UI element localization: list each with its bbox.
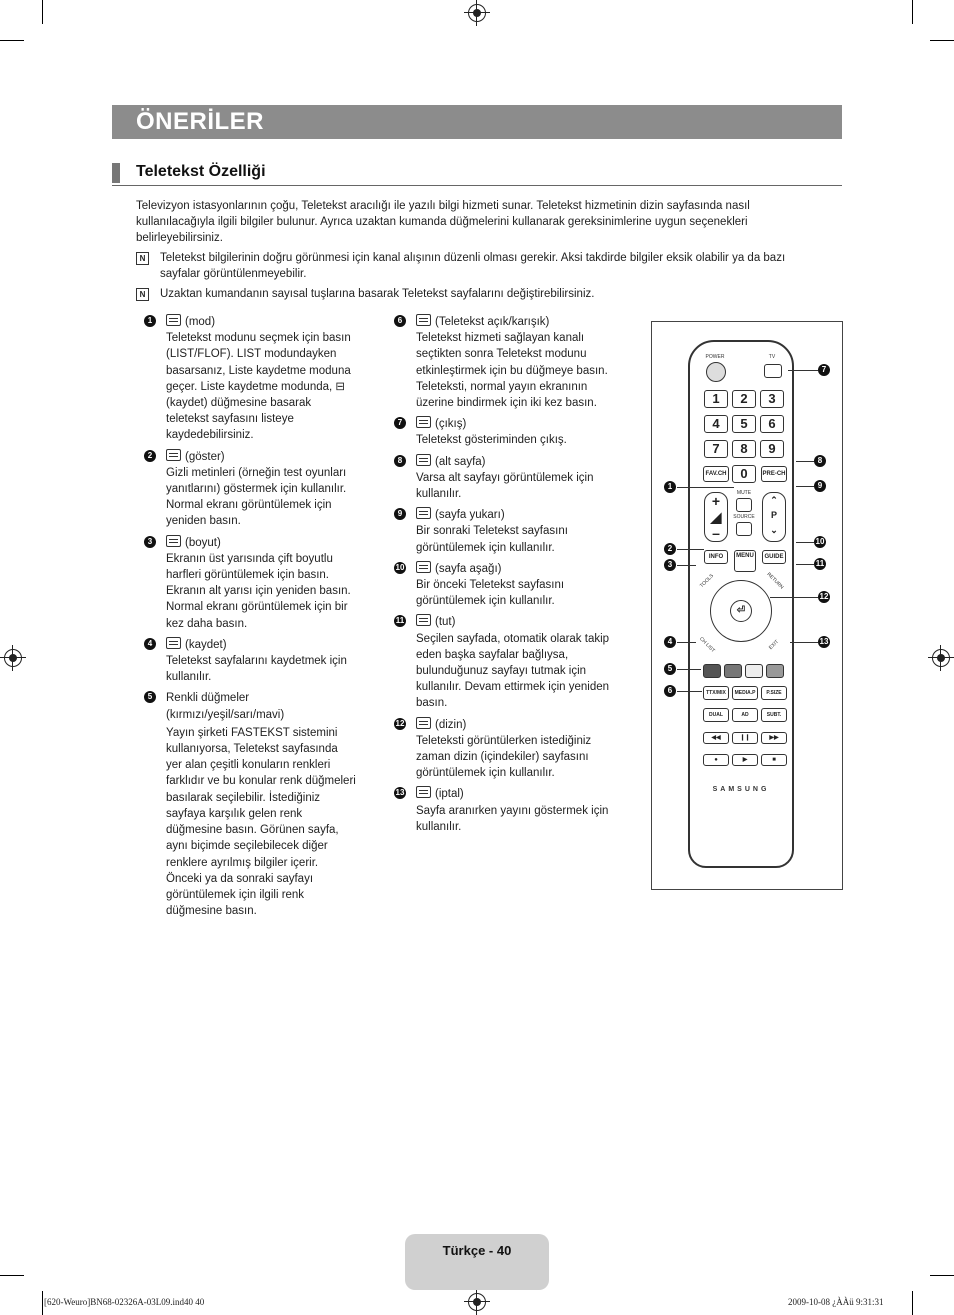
item-body: Sayfa aranırken yayını göstermek için kullanılır. [416,804,609,833]
ad-button: AD [732,708,758,722]
callout-line [796,542,814,543]
item-number: 7 [394,417,406,429]
digit-button: 8 [732,440,756,458]
callout-number: 5 [664,663,676,675]
list-item [394,454,626,503]
item-number: 1 [144,315,156,327]
callout-number: 6 [664,685,676,697]
item-body: Yayın şirketi FASTEKST sistemini kullanıyorsa, Teletekst sayfasında yer alan çeşitli konuların renkleri farklıdır ve bu konular renk düğmeleri basılarak seçilebilir. İstediğiniz sayfaya karşılık gelen renk düğmesine basın. Görünen sayfa, aynı biçimde seçilebilecek diğer renklere ayrılmış bilgiler içerir. Önceki ya da sonraki sayfayı görüntülemek için ilgili renk düğmesine basın. [166,726,356,918]
source-button [736,522,752,536]
crop-mark [0,1275,24,1276]
pre-ch-button: PRE-CH [761,466,787,482]
item-number: 10 [395,562,405,572]
registration-mark-icon [468,4,486,22]
item-body: Teletekst sayfalarını kaydetmek için kullanılır. [166,655,347,684]
list-item [144,637,356,686]
item-number: 3 [144,536,156,548]
list-item [394,314,626,411]
callout-line [788,370,818,371]
callout-line [677,669,701,670]
item-number: 5 [144,691,156,703]
list-item [394,786,626,835]
registration-mark-icon [932,649,950,667]
digit-button: 3 [760,390,784,408]
note-text: Uzaktan kumandanın sayısal tuşlarına basarak Teletekst sayfalarını değiştirebilirsiniz. [160,288,595,300]
mute-button [736,498,752,512]
crop-mark [912,0,913,24]
item-number: 4 [144,638,156,650]
teletext-subpage-icon [416,454,431,466]
item-heading: (tut) [435,616,456,629]
list-item [144,535,356,632]
callout-number: 9 [814,480,826,492]
tv-button [764,364,782,378]
power-label: POWER [705,354,725,360]
digit-button: 4 [704,415,728,433]
ttx-mix-button: TTX/MIX [703,686,729,700]
digit-button: 5 [732,415,756,433]
registration-mark-icon [468,1293,486,1311]
volume-rocker: + ◢ – [704,492,728,542]
digit-button: 2 [732,390,756,408]
exit-label: EXIT [767,638,781,652]
crop-mark [42,0,43,24]
digit-button: 1 [704,390,728,408]
item-body: Teleteksti görüntülerken istediğiniz zaman dizin (içindekiler) sayfasını görüntülemek için kullanılır. [416,734,592,780]
teletext-index-icon [416,717,431,729]
callout-line [677,642,696,643]
info-button: INFO [704,550,728,564]
footer-file-info: [620-Weuro]BN68-02326A-03L09.ind40 40 [44,1297,205,1307]
item-body: Bir önceki Teletekst sayfasını görüntülemek için kullanılır. [416,579,565,608]
ch-list-label: CH LIST [698,636,716,654]
list-item [144,314,356,444]
callout-line [796,486,814,487]
green-button [724,664,742,678]
item-number: 12 [395,718,405,728]
section-marker [112,163,120,183]
channel-rocker: ⌃ P ⌄ [762,492,786,542]
note-icon: N [136,288,149,301]
callout-line [796,564,814,565]
brand-logo: SAMSUNG [712,786,770,793]
right-column [394,314,626,835]
item-heading: (boyut) [185,536,221,549]
item-heading: (göster) [185,450,225,463]
item-number: 11 [395,616,405,626]
stop-button: ■ [761,754,787,766]
media-p-button: MEDIA.P [732,686,758,700]
remote-control-illustration [688,340,794,868]
power-button [706,362,726,382]
crop-mark [930,40,954,41]
callout-number: 4 [664,636,676,648]
tools-label: TOOLS [698,572,716,590]
item-number: 8 [394,455,406,467]
digit-button: 9 [760,440,784,458]
note-2 [136,286,826,302]
list-item [144,690,356,919]
footer-timestamp: 2009-10-08 ¿ÀÀü 9:31:31 [788,1297,884,1307]
callout-number: 13 [819,637,829,646]
p-size-button: P.SIZE [761,686,787,700]
crop-mark [930,1275,954,1276]
item-heading: (Teletekst açık/karışık) [435,316,550,328]
callout-number: 12 [819,592,829,601]
callout-number: 2 [664,543,676,555]
list-item [144,449,356,530]
digit-button: 7 [704,440,728,458]
teletext-page-down-icon [416,561,431,573]
left-column [144,314,356,919]
callout-number: 11 [815,559,825,568]
teletext-size-icon [166,535,181,547]
pause-button: ❙❙ [732,732,758,744]
item-heading: (sayfa yukarı) [435,509,505,522]
callout-number: 7 [818,364,830,376]
mute-label: MUTE [736,490,752,496]
crop-mark [912,1291,913,1315]
item-body: Bir sonraki Teletekst sayfasını görüntülemek için kullanılır. [416,525,568,554]
fav-ch-button: FAV.CH [703,466,729,482]
item-number: 9 [394,508,406,520]
item-heading: (sayfa aşağı) [435,562,502,575]
page-number: Türkçe - 40 [442,1243,512,1258]
item-heading: (iptal) [435,788,464,801]
item-heading: (alt sayfa) [435,455,486,468]
teletext-store-icon [166,637,181,649]
callout-line [770,597,818,598]
list-item [394,561,626,610]
callout-number: 8 [814,455,826,467]
digit-button: 0 [732,465,756,483]
list-item [394,507,626,556]
callout-line [677,487,734,488]
guide-button: GUIDE [762,550,786,564]
callout-number: 3 [664,559,676,571]
item-heading: (mod) [185,316,216,328]
teletext-hold-icon [416,614,431,626]
crop-mark [0,40,24,41]
section-divider [112,185,842,186]
item-number: 2 [144,450,156,462]
note-text: Teletekst bilgilerinin doğru görünmesi için kanal alışının düzenli olması gerekir. Aksi takdirde bilgiler eksik olabilir ya da bazı sayfalar görüntülenmeyebilir. [160,252,786,280]
rewind-button: ◀◀ [703,732,729,744]
teletext-cancel-icon [416,786,431,798]
item-heading: (dizin) [435,718,467,731]
note-1 [136,250,826,282]
yellow-button [745,664,763,678]
callout-line [796,461,814,462]
return-label: RETURN [765,571,785,591]
callout-number: 1 [664,481,676,493]
callout-line [790,642,818,643]
subt-button: SUBT. [761,708,787,722]
crop-mark [42,1291,43,1315]
teletext-page-up-icon [416,507,431,519]
teletext-mode-icon [166,314,181,326]
item-heading: Renkli düğmeler (kırmızı/yeşil/sarı/mavi) [166,692,285,721]
red-button [703,664,721,678]
teletext-exit-icon [416,416,431,428]
page-number-tab [405,1234,549,1290]
item-number: 6 [394,315,406,327]
teletext-reveal-icon [166,449,181,461]
tv-label: TV [768,354,776,360]
item-body: Ekranın üst yarısında çift boyutlu harfleri görüntülemek için basın. Ekranın alt yarısı için yeniden basın. Normal ekranı görüntülemek için bir kez daha basın. [166,552,351,630]
play-button: ▶ [732,754,758,766]
list-item [394,416,626,448]
item-body: Varsa alt sayfayı görüntülemek için kullanılır. [416,471,594,501]
item-heading: (çıkış) [435,418,467,431]
item-body: Gizli metinleri (örneğin test oyunları yanıtlarını) göstermek için kullanılır. Normal ekranı görüntülemek için yeniden basın. [166,466,347,528]
fast-forward-button: ▶▶ [761,732,787,744]
source-label: SOURCE [733,514,755,520]
intro-paragraph: Televizyon istasyonlarının çoğu, Teletekst aracılığı ile yazılı bilgi hizmeti sunar. Teletekst hizmetinin dizin sayfasında nasıl kullanılacağıyla ilgili bilgiler bulunur. Ayrıca uzaktan kumanda düğmelerini kullanarak gereksinimlerine uygun seçenekleri belirleyebilirsiniz. [136,200,750,244]
item-heading: (kaydet) [185,638,227,651]
callout-number: 10 [815,537,825,546]
page-title: ÖNERİLER [136,108,265,135]
digit-button: 6 [760,415,784,433]
blue-button [766,664,784,678]
list-item [394,717,626,782]
dual-button: DUAL [703,708,729,722]
callout-line [677,549,704,550]
enter-button: ⏎ [730,600,752,622]
record-button: ● [703,754,729,766]
callout-line [677,565,696,566]
teletext-on-mix-icon [416,314,431,326]
callout-line [677,691,702,692]
note-icon: N [136,252,149,265]
item-body: Seçilen sayfada, otomatik olarak takip eden başka sayfalar bağlıysa, bulunduğunuz sayfayı tutmak için kullanılır. Devam ettirmek için yeniden basın. [416,632,610,710]
item-body: Teletekst modunu seçmek için basın (LIST/FLOF). LIST modundayken basarsanız, Liste kaydetme moduna geçer. Liste kaydetme modunda, ⊟ (kaydet) düğmesine basarak teletekst sayfasını listeye kaydedebilirsiniz. [166,332,351,442]
item-body: Teletekst gösteriminden çıkış. [416,434,567,447]
menu-button: MENU [734,550,756,572]
item-body: Teletekst hizmeti sağlayan kanalı seçtikten sonra Teletekst modunu etkinleştirmek için bu düğmeye basın. Teleteksti, normal yayın ekranının üzerine bindirmek için iki kez basın. [416,332,608,410]
section-title: Teletekst Özelliği [136,163,266,180]
registration-mark-icon [4,649,22,667]
list-item [394,614,626,711]
page-title-bar [112,105,842,139]
item-number: 13 [395,788,405,798]
